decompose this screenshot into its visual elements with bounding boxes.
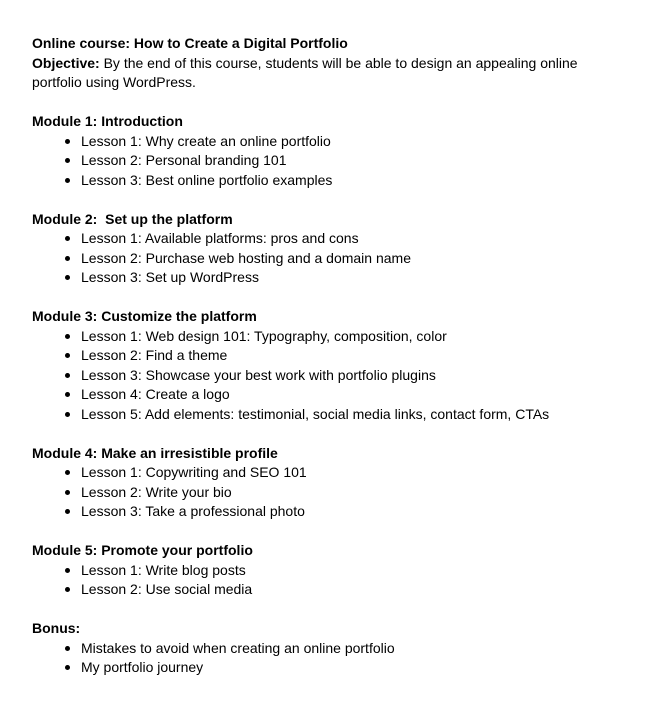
lesson-text: Lesson 3: Take a professional photo bbox=[81, 503, 305, 519]
bullet-icon bbox=[65, 275, 70, 280]
bonus-item bbox=[81, 639, 628, 659]
module-section-3 bbox=[32, 307, 628, 424]
lesson-text: Lesson 2: Find a theme bbox=[81, 347, 228, 363]
lesson-list bbox=[32, 327, 628, 425]
lesson-text: Lesson 4: Create a logo bbox=[81, 386, 230, 402]
lesson-text: Lesson 1: Why create an online portfolio bbox=[81, 132, 331, 149]
lesson-item bbox=[81, 151, 628, 171]
bullet-icon bbox=[65, 509, 70, 514]
objective-paragraph bbox=[32, 54, 628, 93]
bullet-icon bbox=[65, 139, 70, 144]
course-title: Online course: How to Create a Digital Portfolio bbox=[32, 35, 348, 51]
bullet-icon bbox=[65, 158, 70, 163]
objective-text: By the end of this course, students will be able to design an appealing online portfolio using WordPress. bbox=[32, 54, 578, 90]
lesson-item bbox=[81, 483, 628, 503]
lesson-text: Lesson 3: Set up WordPress bbox=[81, 269, 259, 285]
lesson-item bbox=[81, 346, 628, 366]
bullet-icon bbox=[65, 587, 70, 592]
lesson-item bbox=[81, 385, 628, 405]
lesson-text: Lesson 3: Showcase your best work with portfolio plugins bbox=[81, 366, 436, 383]
module-heading: Module 5: Promote your portfolio bbox=[32, 542, 253, 558]
lesson-list bbox=[32, 132, 628, 191]
lesson-item bbox=[81, 463, 628, 483]
bullet-icon bbox=[65, 665, 70, 670]
lesson-text: Lesson 1: Web design 101: Typography, composition, color bbox=[81, 327, 447, 344]
module-heading: Module 4: Make an irresistible profile bbox=[32, 444, 278, 461]
module-heading: Module 2: Set up the platform bbox=[32, 210, 233, 227]
lesson-item bbox=[81, 366, 628, 386]
lesson-text: Lesson 5: Add elements: testimonial, social media links, contact form, CTAs bbox=[81, 405, 550, 422]
bullet-icon bbox=[65, 256, 70, 261]
module-section-4 bbox=[32, 444, 628, 522]
bonus-list bbox=[32, 639, 628, 678]
bullet-icon bbox=[65, 470, 70, 475]
lesson-text: Lesson 2: Personal branding 101 bbox=[81, 152, 287, 168]
lesson-item bbox=[81, 561, 628, 581]
module-heading: Module 3: Customize the platform bbox=[32, 308, 257, 324]
bullet-icon bbox=[65, 373, 70, 378]
lesson-text: Lesson 1: Copywriting and SEO 101 bbox=[81, 464, 307, 480]
bonus-heading: Bonus: bbox=[32, 620, 81, 636]
lesson-text: Lesson 1: Available platforms: pros and cons bbox=[81, 230, 359, 246]
bullet-icon bbox=[65, 178, 70, 183]
bullet-icon bbox=[65, 353, 70, 358]
lesson-item bbox=[81, 249, 628, 269]
module-section-2 bbox=[32, 210, 628, 288]
lesson-item bbox=[81, 502, 628, 522]
bonus-text: Mistakes to avoid when creating an online portfolio bbox=[81, 639, 395, 656]
lesson-text: Lesson 3: Best online portfolio examples bbox=[81, 171, 333, 188]
lesson-item bbox=[81, 268, 628, 288]
lesson-item bbox=[81, 580, 628, 600]
lesson-list bbox=[32, 463, 628, 522]
lesson-list bbox=[32, 229, 628, 288]
lesson-text: Lesson 1: Write blog posts bbox=[81, 561, 246, 578]
bonus-section bbox=[32, 619, 628, 678]
lesson-item bbox=[81, 171, 628, 191]
module-heading: Module 1: Introduction bbox=[32, 113, 183, 129]
lesson-item bbox=[81, 327, 628, 347]
lesson-item bbox=[81, 229, 628, 249]
bullet-icon bbox=[65, 334, 70, 339]
module-section-5 bbox=[32, 541, 628, 600]
bonus-item bbox=[81, 658, 628, 678]
lesson-text: Lesson 2: Use social media bbox=[81, 581, 253, 597]
bullet-icon bbox=[65, 236, 70, 241]
bullet-icon bbox=[65, 392, 70, 397]
bullet-icon bbox=[65, 412, 70, 417]
lesson-item bbox=[81, 132, 628, 152]
objective-label: Objective: bbox=[32, 54, 100, 71]
lesson-text: Lesson 2: Write your bio bbox=[81, 483, 232, 500]
lesson-list bbox=[32, 561, 628, 600]
lesson-item bbox=[81, 405, 628, 425]
bonus-text: My portfolio journey bbox=[81, 659, 204, 675]
lesson-text: Lesson 2: Purchase web hosting and a domain name bbox=[81, 249, 411, 266]
module-section-1 bbox=[32, 112, 628, 190]
bullet-icon bbox=[65, 568, 70, 573]
bullet-icon bbox=[65, 646, 70, 651]
bullet-icon bbox=[65, 490, 70, 495]
